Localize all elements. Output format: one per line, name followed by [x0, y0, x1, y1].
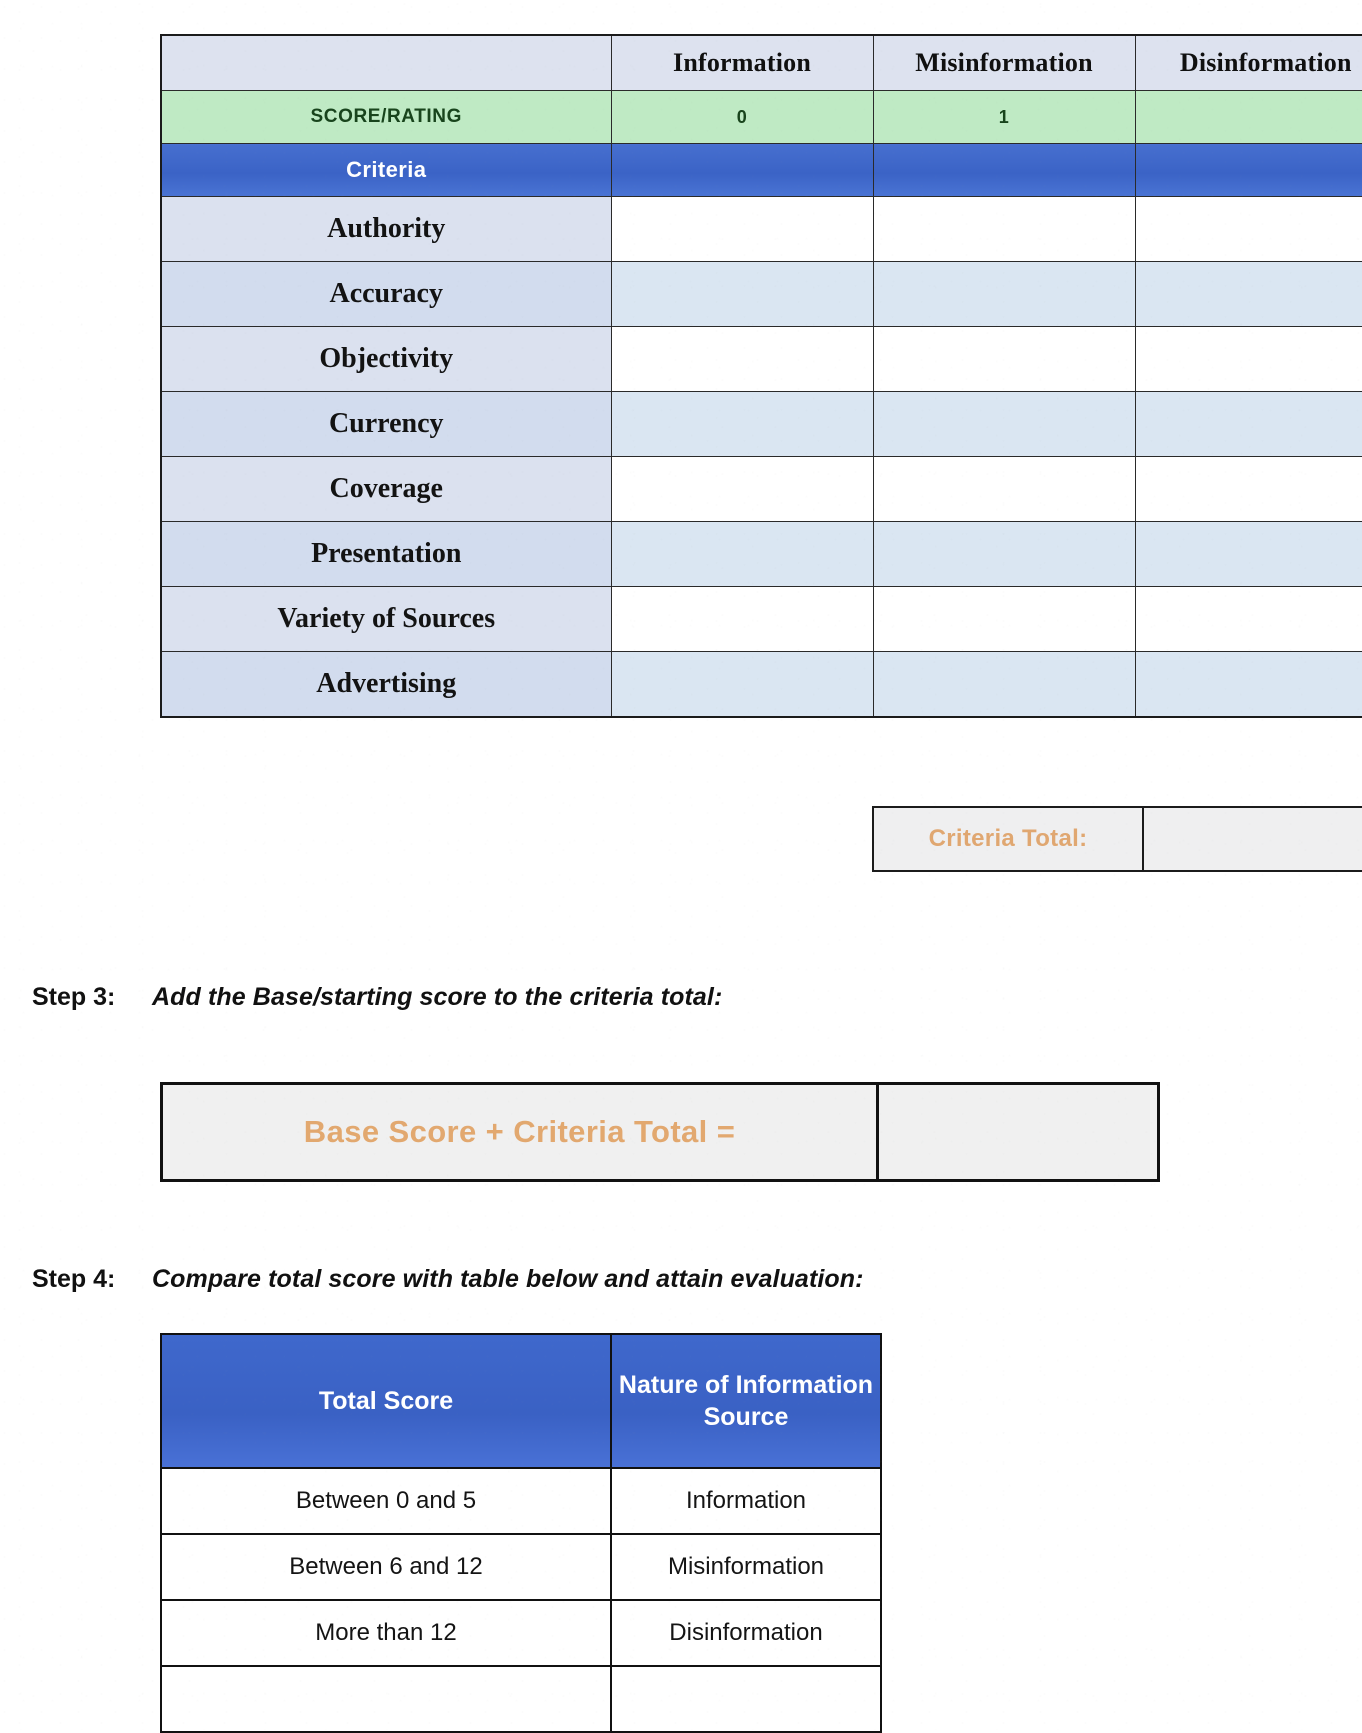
- criterion-cell-coverage-information[interactable]: [611, 457, 873, 522]
- evaluation-header-total-score: Total Score: [161, 1334, 611, 1468]
- matrix-column-disinformation: Disinformation: [1135, 35, 1362, 91]
- matrix-column-information: Information: [611, 35, 873, 91]
- criterion-cell-coverage-disinformation[interactable]: [1135, 457, 1362, 522]
- criteria-header-row: [161, 144, 1362, 197]
- step-3-heading: [32, 983, 722, 1012]
- criteria-total-value[interactable]: [1144, 808, 1362, 870]
- matrix-header-blank: [161, 35, 611, 91]
- base-score-formula-box: [160, 1082, 1160, 1182]
- evaluation-nature-1: Misinformation: [611, 1534, 881, 1600]
- table-row: [161, 327, 1362, 392]
- criterion-cell-advertising-information[interactable]: [611, 652, 873, 718]
- evaluation-nature-2: Disinformation: [611, 1600, 881, 1666]
- score-rating-row: [161, 91, 1362, 144]
- criteria-header-cell-disinformation: [1135, 144, 1362, 197]
- criterion-cell-objectivity-disinformation[interactable]: [1135, 327, 1362, 392]
- table-row: [161, 652, 1362, 718]
- table-row: [161, 587, 1362, 652]
- step-3-number: Step 3:: [32, 983, 116, 1011]
- table-row: [161, 457, 1362, 522]
- table-row: [161, 262, 1362, 327]
- evaluation-footer-cell-right: [611, 1666, 881, 1732]
- criteria-total-strip: [872, 806, 1362, 872]
- criterion-label-advertising: Advertising: [161, 652, 611, 718]
- criterion-cell-authority-misinformation[interactable]: [873, 197, 1135, 262]
- evaluation-table-container: [160, 1333, 882, 1733]
- table-row: [161, 1600, 881, 1666]
- criterion-cell-accuracy-information[interactable]: [611, 262, 873, 327]
- criterion-cell-variety-information[interactable]: [611, 587, 873, 652]
- criterion-cell-advertising-misinformation[interactable]: [873, 652, 1135, 718]
- evaluation-table: [160, 1333, 882, 1733]
- criterion-cell-presentation-misinformation[interactable]: [873, 522, 1135, 587]
- table-row: [161, 522, 1362, 587]
- criterion-cell-currency-disinformation[interactable]: [1135, 392, 1362, 457]
- criterion-label-variety-of-sources: Variety of Sources: [161, 587, 611, 652]
- score-value-disinformation[interactable]: [1135, 91, 1362, 144]
- score-rating-label: SCORE/RATING: [161, 91, 611, 144]
- evaluation-footer-cell-left: [161, 1666, 611, 1732]
- criterion-cell-advertising-disinformation[interactable]: [1135, 652, 1362, 718]
- table-row-footer: [161, 1666, 881, 1732]
- criterion-label-accuracy: Accuracy: [161, 262, 611, 327]
- base-score-formula-label: Base Score + Criteria Total =: [163, 1085, 879, 1179]
- step-3-text: Add the Base/starting score to the criteria total:: [152, 983, 723, 1011]
- score-value-misinformation[interactable]: 1: [873, 91, 1135, 144]
- criteria-total-label: Criteria Total:: [874, 808, 1144, 870]
- score-value-information[interactable]: 0: [611, 91, 873, 144]
- criterion-label-objectivity: Objectivity: [161, 327, 611, 392]
- criterion-label-presentation: Presentation: [161, 522, 611, 587]
- scoring-matrix-container: [160, 34, 1362, 718]
- criterion-label-coverage: Coverage: [161, 457, 611, 522]
- table-row: [161, 1468, 881, 1534]
- step-4-number: Step 4:: [32, 1265, 116, 1293]
- evaluation-header-nature-of-information-source: Nature of Information Source: [611, 1334, 881, 1468]
- criterion-cell-authority-disinformation[interactable]: [1135, 197, 1362, 262]
- matrix-header-row: [161, 35, 1362, 91]
- evaluation-header-row: [161, 1334, 881, 1468]
- scoring-matrix-table: [160, 34, 1362, 718]
- matrix-column-misinformation: Misinformation: [873, 35, 1135, 91]
- criterion-cell-objectivity-misinformation[interactable]: [873, 327, 1135, 392]
- evaluation-score-range-0: Between 0 and 5: [161, 1468, 611, 1534]
- table-row: [161, 1534, 881, 1600]
- criterion-cell-currency-misinformation[interactable]: [873, 392, 1135, 457]
- criterion-cell-accuracy-misinformation[interactable]: [873, 262, 1135, 327]
- table-row: [161, 197, 1362, 262]
- criterion-label-currency: Currency: [161, 392, 611, 457]
- criterion-cell-variety-disinformation[interactable]: [1135, 587, 1362, 652]
- criterion-label-authority: Authority: [161, 197, 611, 262]
- criterion-cell-presentation-disinformation[interactable]: [1135, 522, 1362, 587]
- criterion-cell-accuracy-disinformation[interactable]: [1135, 262, 1362, 327]
- criterion-cell-authority-information[interactable]: [611, 197, 873, 262]
- criteria-header-cell-information: [611, 144, 873, 197]
- evaluation-nature-0: Information: [611, 1468, 881, 1534]
- step-4-heading: [32, 1265, 864, 1294]
- criterion-cell-objectivity-information[interactable]: [611, 327, 873, 392]
- criterion-cell-coverage-misinformation[interactable]: [873, 457, 1135, 522]
- table-row: [161, 392, 1362, 457]
- criterion-cell-currency-information[interactable]: [611, 392, 873, 457]
- criterion-cell-presentation-information[interactable]: [611, 522, 873, 587]
- criteria-header-cell-misinformation: [873, 144, 1135, 197]
- base-score-formula-value[interactable]: [879, 1085, 1157, 1179]
- step-4-text: Compare total score with table below and attain evaluation:: [152, 1265, 864, 1293]
- evaluation-score-range-2: More than 12: [161, 1600, 611, 1666]
- criterion-cell-variety-misinformation[interactable]: [873, 587, 1135, 652]
- evaluation-score-range-1: Between 6 and 12: [161, 1534, 611, 1600]
- criteria-header-label: Criteria: [161, 144, 611, 197]
